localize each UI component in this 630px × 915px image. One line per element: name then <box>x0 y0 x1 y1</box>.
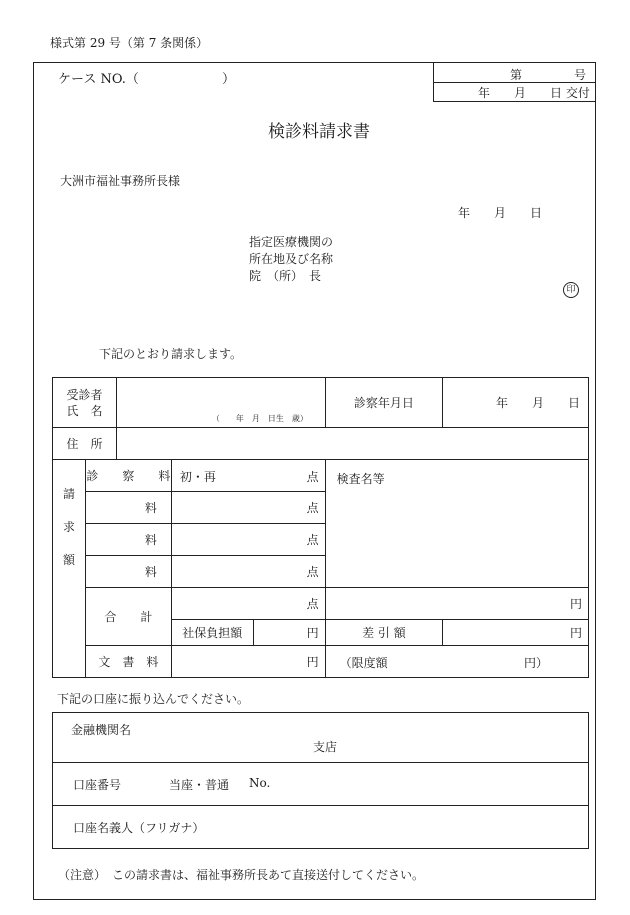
issue-no-prefix: 第 <box>510 68 523 82</box>
claim-side-label <box>53 460 86 678</box>
document-fee-value[interactable] <box>171 646 325 678</box>
insurance-label: 社保負担額 <box>171 620 253 646</box>
exam-items-label: 検査名等 <box>336 472 385 486</box>
document-fee-row <box>53 646 589 678</box>
side-char-3: 額 <box>62 553 75 567</box>
institution-line-3: 院 （所） 長 <box>249 269 322 283</box>
institution-line-1: 指定医療機関の <box>249 235 334 249</box>
fee-name-2: 料 <box>85 492 171 524</box>
document-fee-label: 文 書 料 <box>85 646 171 678</box>
total-row <box>53 588 589 620</box>
date-line: 年 月 日 <box>458 206 543 220</box>
issue-date: 年 月 日 交付 <box>478 86 590 100</box>
fee-name-4: 料 <box>85 556 171 588</box>
bank-table <box>52 712 589 849</box>
addressee: 大洲市福祉事務所長様 <box>60 174 181 188</box>
exam-items-cell[interactable] <box>325 460 588 588</box>
case-no-close: ） <box>222 72 236 87</box>
fee-unit-2: 点 <box>306 501 319 515</box>
total-yen-unit: 円 <box>569 597 582 611</box>
fee-unit-4: 点 <box>306 565 319 579</box>
deduction-value[interactable] <box>443 620 589 646</box>
account-row <box>53 763 589 806</box>
fee-prefix-1: 初・再 <box>179 470 216 484</box>
patient-label-cell <box>53 378 117 428</box>
holder-label: 口座名義人（フリガナ） <box>73 821 205 835</box>
form-number: 様式第 29 号（第 7 条関係） <box>50 36 209 50</box>
account-label: 口座番号 <box>73 778 122 792</box>
total-yen[interactable] <box>325 588 588 620</box>
account-no-label: No. <box>249 776 271 790</box>
bank-name-cell[interactable] <box>53 713 589 763</box>
fee-unit-1: 点 <box>306 470 319 484</box>
patient-name-cell[interactable] <box>116 378 325 428</box>
request-text: 下記のとおり請求します。 <box>99 347 243 361</box>
limit-close: 円） <box>523 656 548 670</box>
fee-value-4[interactable] <box>171 556 325 588</box>
address-label: 住 所 <box>53 428 117 460</box>
address-row <box>53 428 589 460</box>
account-type: 当座・普通 <box>169 778 230 792</box>
birth-note: （ 年 月 日生 歳） <box>211 414 308 423</box>
case-no-label: ケース NO.（ <box>58 72 139 87</box>
fee-name-1: 診 察 料 <box>85 460 171 492</box>
total-points[interactable] <box>171 588 325 620</box>
patient-label-2: 氏 名 <box>66 403 103 418</box>
exam-date-label: 診察年月日 <box>325 378 443 428</box>
patient-label-1: 受診者 <box>66 387 103 402</box>
holder-row <box>53 806 589 849</box>
limit-label: （限度額 <box>339 656 388 670</box>
fee-name-3: 料 <box>85 524 171 556</box>
page-title: 検診料請求書 <box>268 122 370 142</box>
issue-no-suffix: 号 <box>574 68 587 82</box>
deduction-unit: 円 <box>569 626 582 640</box>
institution-line-2: 所在地及び名称 <box>249 252 334 266</box>
transfer-text: 下記の口座に振り込んでください。 <box>57 692 250 706</box>
claim-table <box>52 377 589 678</box>
bank-branch-label: 支店 <box>313 740 338 754</box>
fee-value-3[interactable] <box>171 524 325 556</box>
patient-row <box>53 378 589 428</box>
address-cell[interactable] <box>116 428 588 460</box>
side-char-1: 請 <box>62 487 75 501</box>
total-unit: 点 <box>306 597 319 611</box>
exam-date-value[interactable]: 年 月 日 <box>443 378 589 428</box>
note-text: （注意） この請求書は、福祉事務所長あて直接送付してください。 <box>58 868 425 882</box>
holder-cell[interactable] <box>53 806 589 849</box>
insurance-unit: 円 <box>306 626 319 640</box>
seal-icon: 印 <box>563 282 579 298</box>
bank-name-label: 金融機関名 <box>71 723 132 737</box>
total-label: 合 計 <box>85 588 171 646</box>
bank-name-row <box>53 713 589 763</box>
fee-row-1 <box>53 460 589 492</box>
fee-unit-3: 点 <box>306 533 319 547</box>
limit-cell <box>325 646 588 678</box>
deduction-label: 差 引 額 <box>325 620 443 646</box>
fee-value-2[interactable] <box>171 492 325 524</box>
document-fee-unit: 円 <box>306 655 319 669</box>
insurance-value[interactable] <box>253 620 325 646</box>
account-cell[interactable] <box>53 763 589 806</box>
fee-value-1[interactable] <box>171 460 325 492</box>
side-char-2: 求 <box>62 520 75 534</box>
